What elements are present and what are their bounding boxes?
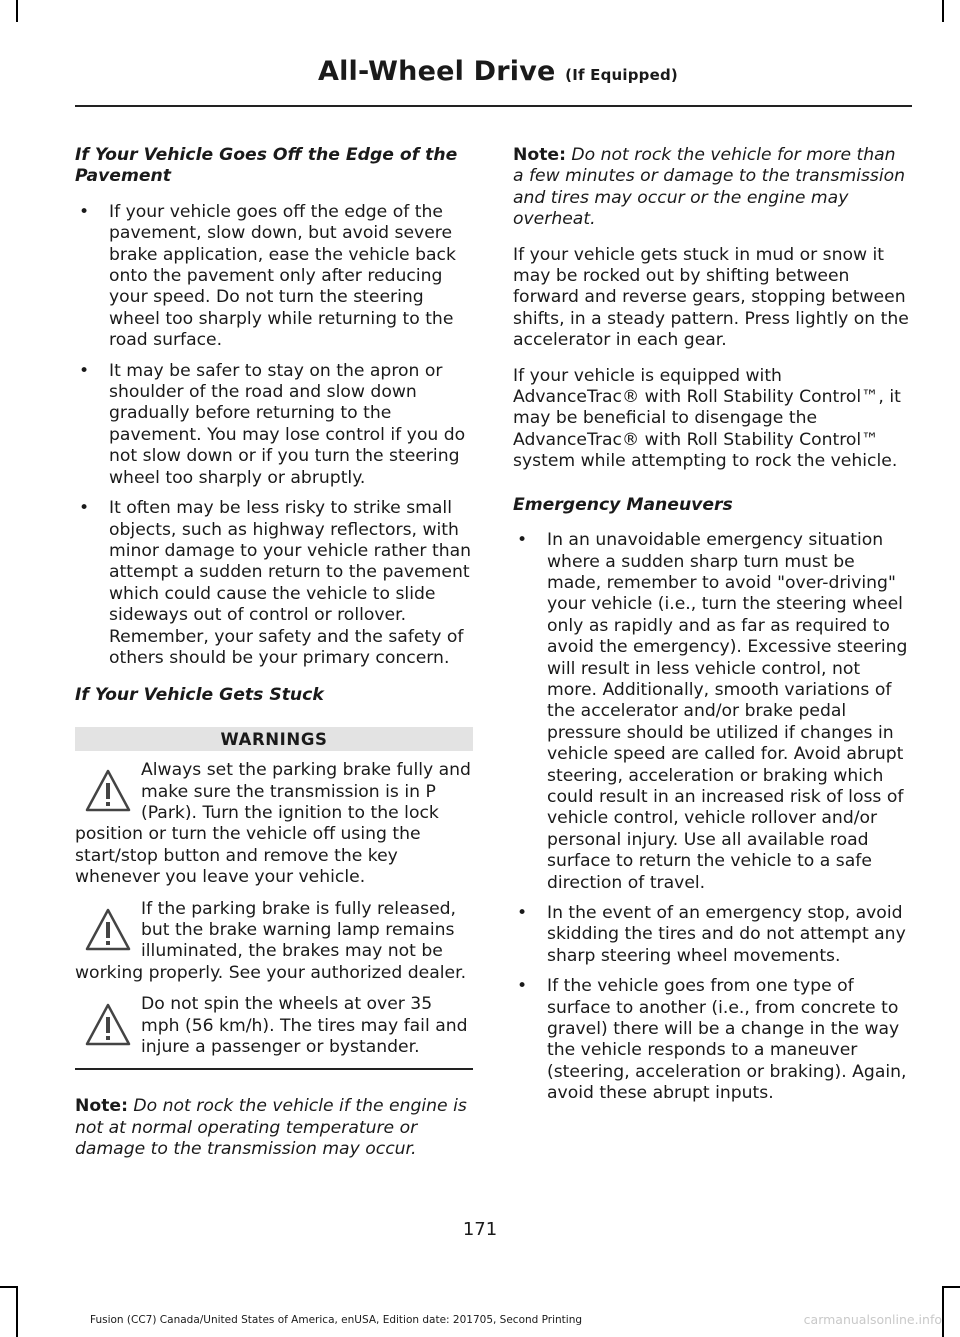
- warnings-divider: [75, 1068, 473, 1070]
- edition-footer: Fusion (CC7) Canada/United States of America, enUSA, Edition date: 201705, Second Printing: [90, 1314, 583, 1326]
- crop-mark: [942, 1286, 944, 1337]
- warning-triangle-icon: [85, 1002, 131, 1048]
- warning-text: Do not spin the wheels at over 35 mph (56 km/h). The tires may fail and injure a passenger or bystander.: [141, 994, 468, 1058]
- note-text: Do not rock the vehicle for more than a few minutes or damage to the transmission and tires may occur or the engine may overheat.: [513, 145, 906, 230]
- list-item: • In the event of an emergency stop, avoid skidding the tires and do not attempt any sharp steering wheel movements.: [513, 903, 911, 967]
- warning-item: [75, 760, 473, 888]
- warnings-title: WARNINGS: [75, 727, 473, 751]
- list-item: • It may be safer to stay on the apron or shoulder of the road and slow down gradually before returning to the pavement. You may lose control if you do not slow down or if you turn the steering wheel too sharply or abruptly.: [75, 361, 473, 489]
- right-column: [513, 145, 911, 1119]
- warning-text: If the parking brake is fully released, but the brake warning lamp remains illuminated, the brakes may not be working properly. See your authorized dealer.: [75, 898, 467, 983]
- note-paragraph: [513, 145, 911, 231]
- left-column: [75, 145, 473, 1175]
- paragraph-advancetrac: If your vehicle is equipped with AdvanceTrac® with Roll Stability Control™, it may be beneficial to disengage the AdvanceTrac® with Roll Stability Control™ system while attempting to rock the vehicle.: [513, 365, 901, 472]
- note-label: Note:: [513, 145, 566, 165]
- warning-item: [75, 994, 473, 1058]
- warning-triangle-icon: [85, 907, 131, 953]
- header-title: All-Wheel Drive: [317, 56, 556, 87]
- crop-mark: [16, 0, 18, 22]
- warning-triangle-icon: [85, 768, 131, 814]
- watermark: carmanualsonline.info: [803, 1312, 942, 1327]
- header-subtitle: (If Equipped): [565, 66, 678, 84]
- warning-item: [75, 899, 473, 985]
- warning-text: Always set the parking brake fully and make sure the transmission is in P (Park). Turn the ignition to the lock position or turn the vehicle off using the start/stop button and remove the key whenever you leave your vehicle.: [75, 760, 471, 888]
- emergency-list: [513, 530, 911, 1105]
- list-item: • In an unavoidable emergency situation where a sudden sharp turn must be made, remember to avoid "over-driving" your vehicle (i.e., turn the steering wheel only as rapidly and as far as required to avoid the emergency). Excessive steering will result in less vehicle control, not more. Additionally, smooth variations of the accelerator and/or brake pedal pressure should be utilized if changes in vehicle speed are called for. Avoid abrupt steering, acceleration or braking which could result in an increased risk of loss of vehicle control, vehicle rollover and/or personal injury. Use all available road surface to return the vehicle to a safe direction of travel.: [513, 530, 911, 894]
- page-header: [318, 56, 678, 87]
- page-number: 171: [462, 1219, 498, 1240]
- crop-mark: [16, 1286, 18, 1337]
- list-item: • It often may be less risky to strike small objects, such as highway reflectors, with minor damage to your vehicle rather than attempt a sudden return to the pavement which could cause the vehicle to slide sideways out of control or rollover. Remember, your safety and the safety of others should be your primary concern.: [75, 498, 473, 669]
- list-item: • If the vehicle goes from one type of surface to another (i.e., from concrete to gravel) there will be a change in the way the vehicle responds to a maneuver (steering, acceleration or braking). Again, avoid these abrupt inputs.: [513, 976, 911, 1104]
- crop-mark: [942, 0, 944, 22]
- crop-mark: [0, 1286, 18, 1288]
- note-label: Note:: [75, 1096, 128, 1117]
- note-text: Do not rock the vehicle if the engine is not at normal operating temperature or damage to the transmission may occur.: [75, 1096, 467, 1160]
- off-pavement-list: [75, 202, 473, 670]
- header-divider: [75, 105, 912, 107]
- section-heading-emergency: Emergency Maneuvers: [513, 494, 733, 515]
- crop-mark: [942, 1286, 960, 1288]
- section-heading-off-pavement: If Your Vehicle Goes Off the Edge of the Pavement: [75, 145, 458, 187]
- note-paragraph: [75, 1096, 473, 1160]
- section-heading-stuck: If Your Vehicle Gets Stuck: [75, 685, 324, 706]
- list-item: • If your vehicle goes off the edge of the pavement, slow down, but avoid severe brake application, ease the vehicle back onto the pavement only after reducing your speed. Do not turn the steering wheel too sharply while returning to the road surface.: [75, 202, 473, 352]
- warnings-box: [75, 727, 473, 1071]
- paragraph-rocking: If your vehicle gets stuck in mud or snow it may be rocked out by shifting between forward and reverse gears, stopping between shifts, in a steady pattern. Press lightly on the accelerator in each gear.: [513, 244, 909, 351]
